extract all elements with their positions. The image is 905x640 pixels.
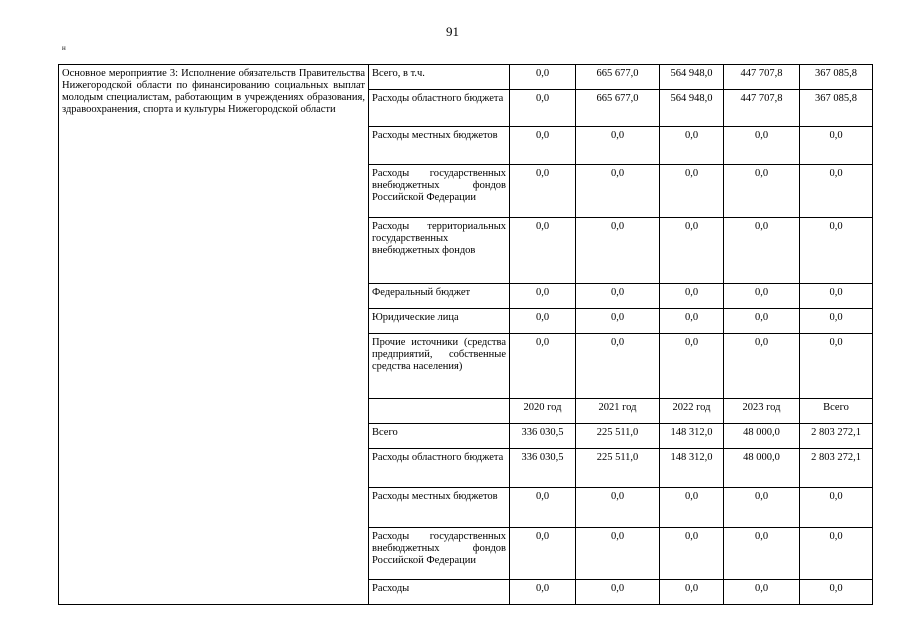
- row-label: [369, 399, 510, 424]
- value-cell: 0,0: [660, 218, 724, 284]
- row-label: Прочие источники (средства предприятий, собственные средства населения): [369, 334, 510, 399]
- value-cell: 367 085,8: [800, 65, 873, 90]
- value-cell: 225 511,0: [576, 424, 660, 449]
- row-label: Расходы государственных внебюджетных фондов Российской Федерации: [369, 528, 510, 580]
- row-label: Федеральный бюджет: [369, 284, 510, 309]
- value-cell: 0,0: [576, 334, 660, 399]
- row-label: Расходы областного бюджета: [369, 449, 510, 488]
- budget-table: [58, 64, 873, 605]
- value-cell: 0,0: [800, 284, 873, 309]
- value-cell: 0,0: [660, 165, 724, 218]
- value-cell: 2 803 272,1: [800, 449, 873, 488]
- value-cell: 0,0: [576, 580, 660, 605]
- value-cell: 0,0: [660, 284, 724, 309]
- value-cell: 665 677,0: [576, 90, 660, 127]
- value-cell: 0,0: [660, 580, 724, 605]
- year-header: 2022 год: [660, 399, 724, 424]
- value-cell: 0,0: [510, 90, 576, 127]
- value-cell: 2 803 272,1: [800, 424, 873, 449]
- value-cell: 0,0: [576, 528, 660, 580]
- value-cell: 336 030,5: [510, 424, 576, 449]
- value-cell: 0,0: [660, 334, 724, 399]
- value-cell: 0,0: [800, 127, 873, 165]
- value-cell: 0,0: [800, 528, 873, 580]
- page-marker: н: [62, 44, 66, 52]
- value-cell: 0,0: [576, 488, 660, 528]
- value-cell: 0,0: [510, 284, 576, 309]
- value-cell: 0,0: [724, 528, 800, 580]
- value-cell: 0,0: [800, 218, 873, 284]
- row-label: Расходы территориальных государственных внебюджетных фондов: [369, 218, 510, 284]
- row-label: Всего: [369, 424, 510, 449]
- row-label: Расходы государственных внебюджетных фондов Российской Федерации: [369, 165, 510, 218]
- value-cell: 0,0: [510, 218, 576, 284]
- value-cell: 0,0: [510, 165, 576, 218]
- value-cell: 225 511,0: [576, 449, 660, 488]
- row-label: Расходы областного бюджета: [369, 90, 510, 127]
- value-cell: 0,0: [800, 309, 873, 334]
- value-cell: 0,0: [660, 309, 724, 334]
- value-cell: 0,0: [510, 334, 576, 399]
- value-cell: 0,0: [510, 528, 576, 580]
- value-cell: 447 707,8: [724, 90, 800, 127]
- value-cell: 0,0: [724, 309, 800, 334]
- row-label: Расходы: [369, 580, 510, 605]
- value-cell: 0,0: [724, 488, 800, 528]
- year-header: 2021 год: [576, 399, 660, 424]
- main-activity-cell: Основное мероприятие 3: Исполнение обязательств Правительства Нижегородской области по финансированию социальных выплат молодым специалистам, работающим в учреждениях образования, здравоохранения, спорта и культуры Нижегородской области: [59, 65, 369, 605]
- value-cell: 0,0: [660, 488, 724, 528]
- value-cell: 367 085,8: [800, 90, 873, 127]
- value-cell: 0,0: [800, 334, 873, 399]
- value-cell: 0,0: [510, 65, 576, 90]
- value-cell: 564 948,0: [660, 90, 724, 127]
- value-cell: 48 000,0: [724, 449, 800, 488]
- value-cell: 0,0: [724, 284, 800, 309]
- value-cell: 0,0: [576, 309, 660, 334]
- value-cell: 0,0: [800, 580, 873, 605]
- value-cell: 0,0: [576, 218, 660, 284]
- value-cell: 0,0: [510, 127, 576, 165]
- value-cell: 0,0: [576, 284, 660, 309]
- value-cell: 0,0: [576, 127, 660, 165]
- value-cell: 148 312,0: [660, 424, 724, 449]
- page-number: 91: [446, 24, 459, 39]
- value-cell: 0,0: [800, 165, 873, 218]
- value-cell: 0,0: [576, 165, 660, 218]
- value-cell: 336 030,5: [510, 449, 576, 488]
- value-cell: 564 948,0: [660, 65, 724, 90]
- value-cell: 0,0: [510, 309, 576, 334]
- row-label: Юридические лица: [369, 309, 510, 334]
- row-label: Расходы местных бюджетов: [369, 127, 510, 165]
- year-header: 2023 год: [724, 399, 800, 424]
- value-cell: 48 000,0: [724, 424, 800, 449]
- year-header: 2020 год: [510, 399, 576, 424]
- row-label: Расходы местных бюджетов: [369, 488, 510, 528]
- value-cell: 0,0: [510, 488, 576, 528]
- value-cell: 0,0: [724, 580, 800, 605]
- value-cell: 0,0: [724, 127, 800, 165]
- value-cell: 0,0: [724, 165, 800, 218]
- value-cell: 0,0: [510, 580, 576, 605]
- value-cell: 0,0: [724, 218, 800, 284]
- table-row: [59, 65, 873, 90]
- value-cell: 148 312,0: [660, 449, 724, 488]
- row-label: Всего, в т.ч.: [369, 65, 510, 90]
- value-cell: 0,0: [660, 127, 724, 165]
- value-cell: 447 707,8: [724, 65, 800, 90]
- value-cell: 0,0: [660, 528, 724, 580]
- value-cell: 0,0: [724, 334, 800, 399]
- value-cell: 665 677,0: [576, 65, 660, 90]
- value-cell: 0,0: [800, 488, 873, 528]
- total-header: Всего: [800, 399, 873, 424]
